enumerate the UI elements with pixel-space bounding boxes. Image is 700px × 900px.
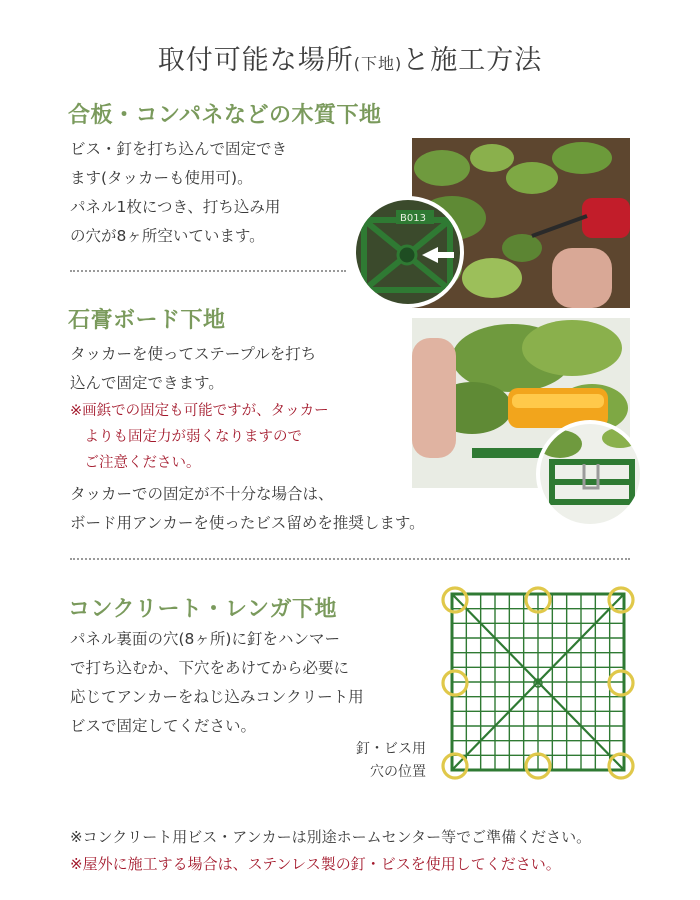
footer-note-2: ※屋外に施工する場合は、ステンレス製の釘・ビスを使用してください。 <box>70 855 561 873</box>
hole-marker-middle-left <box>443 671 467 695</box>
staple-closeup <box>536 420 644 528</box>
panel-grid-diagram <box>438 586 638 780</box>
section-text-plywood: ビス・釘を打ち込んで固定でき ます(タッカーも使用可)。 パネル1枚につき、打ち込み用 の穴が8ヶ所空いています。 <box>70 140 288 245</box>
panel-hole-closeup <box>352 196 464 308</box>
section-text2-gypsum: タッカーでの固定が不十分な場合は、 ボード用アンカーを使ったビス留めを推奨します。 <box>70 485 425 532</box>
divider-2 <box>70 558 630 560</box>
page-title-after: と施工方法 <box>402 45 543 76</box>
section-text-gypsum: タッカーを使ってステープルを打ち 込んで固定できます。 <box>70 345 317 392</box>
page-title <box>0 38 700 77</box>
footer-note-1: ※コンクリート用ビス・アンカーは別途ホームセンター等でご準備ください。 <box>70 828 592 846</box>
divider-1 <box>70 270 346 272</box>
page-title-main: 取付可能な場所 <box>157 45 354 76</box>
panel-label-text: B013 <box>400 213 426 224</box>
page-title-small: (下地) <box>353 54 403 73</box>
section-heading-concrete: コンクリート・レンガ下地 <box>68 597 338 622</box>
hole-position-caption: 釘・ビス用 穴の位置 <box>356 741 426 780</box>
section-note-gypsum: ※画鋲での固定も可能ですが、タッカー よりも固定力が弱くなりますので ご注意ください。 <box>70 403 329 471</box>
section-heading-gypsum: 石膏ボード下地 <box>68 308 226 333</box>
section-text-concrete: パネル裏面の穴(8ヶ所)に釘をハンマー で打ち込むか、下穴をあけてから必要に 応じてアンカーをねじ込みコンクリート用 ビスで固定してください。 <box>70 630 364 735</box>
section-heading-plywood: 合板・コンパネなどの木質下地 <box>68 103 382 128</box>
hole-marker-middle-right <box>609 671 633 695</box>
panel-grid-svg <box>438 586 638 780</box>
